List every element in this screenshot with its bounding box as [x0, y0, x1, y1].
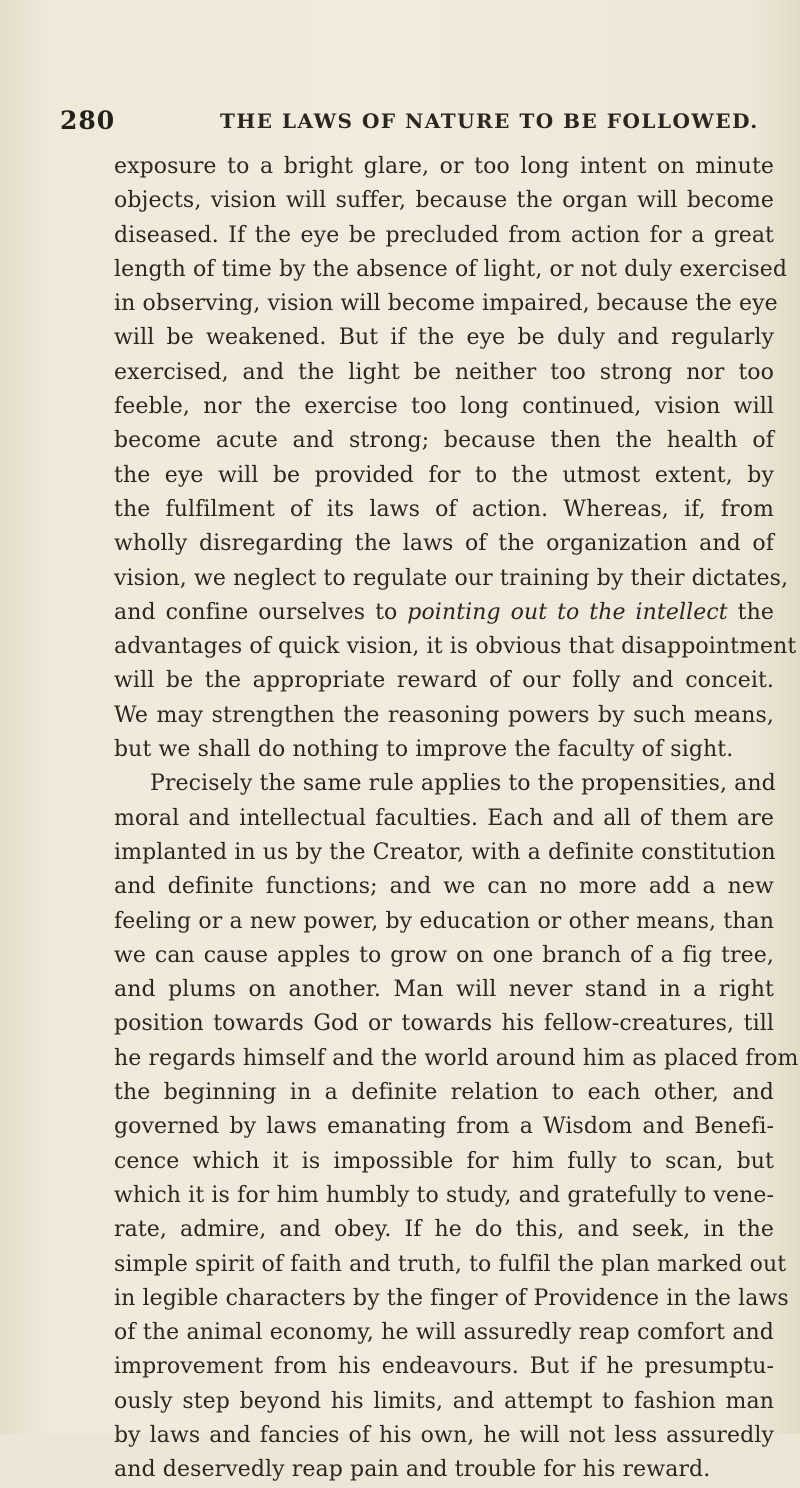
text-line	[114, 836, 774, 870]
text-segment: the	[727, 599, 774, 625]
text-segment: the fulfilment of its laws of action. Whereas, if, from	[114, 496, 774, 522]
text-line	[114, 973, 774, 1007]
text-line	[114, 870, 774, 904]
text-segment: ously step beyond his limits, and attempt to fashion man	[114, 1388, 774, 1414]
text-line	[114, 1453, 774, 1487]
text-segment: and confine ourselves to	[114, 599, 408, 625]
text-line	[114, 459, 774, 493]
body-text	[114, 150, 799, 1488]
text-line	[114, 527, 774, 561]
text-line	[114, 1145, 774, 1179]
text-line	[114, 596, 774, 630]
text-line	[114, 802, 774, 836]
text-segment: length of time by the absence of light, or not duly exercised	[114, 256, 788, 282]
text-segment: moral and intellectual faculties. Each and all of them are	[114, 805, 774, 831]
text-line	[114, 1076, 774, 1110]
text-segment: implanted in us by the Creator, with a definite constitution	[114, 839, 776, 865]
text-segment: the beginning in a definite relation to each other, and	[114, 1080, 774, 1106]
text-segment: Precisely the same rule applies to the propensities, and	[150, 771, 776, 797]
text-segment: we can cause apples to grow on one branch of a fig tree,	[114, 942, 774, 968]
text-segment: feeble, nor the exercise too long continued, vision will	[114, 394, 774, 420]
text-line	[114, 356, 774, 390]
text-line	[114, 1350, 774, 1384]
text-line	[114, 1042, 799, 1076]
text-line	[114, 1282, 789, 1316]
text-line	[114, 1110, 774, 1144]
text-segment: feeling or a new power, by education or other means, than	[114, 908, 774, 934]
text-segment: objects, vision will suffer, because the organ will become	[114, 188, 774, 214]
text-line	[114, 424, 774, 458]
text-segment: wholly disregarding the laws of the organization and of	[114, 531, 774, 557]
text-segment: rate, admire, and obey. If he do this, and seek, in the	[114, 1217, 774, 1243]
text-segment: improvement from his endeavours. But if he presumptu-	[114, 1354, 774, 1380]
text-line	[114, 767, 774, 801]
text-segment: vision, we neglect to regulate our training by their dictates,	[114, 565, 789, 591]
text-segment: and definite functions; and we can no more add a new	[114, 874, 774, 900]
text-line	[114, 1419, 774, 1453]
text-segment: exposure to a bright glare, or too long intent on minute	[114, 154, 774, 179]
text-segment: cence which it is impossible for him fully to scan, but	[114, 1148, 774, 1174]
text-line	[114, 664, 774, 698]
text-segment: which it is for him humbly to study, and gratefully to vene-	[114, 1182, 774, 1208]
text-segment: We may strengthen the reasoning powers by such means,	[114, 702, 774, 728]
text-line	[114, 390, 774, 424]
text-segment: position towards God or towards his fellow-creatures, till	[114, 1011, 774, 1037]
text-line	[114, 733, 774, 767]
text-line	[114, 905, 774, 939]
text-segment: the eye will be provided for to the utmost extent, by	[114, 462, 774, 488]
text-line	[114, 493, 774, 527]
italic-text: pointing out to the intellect	[407, 599, 728, 625]
text-segment: in observing, vision will become impaired, because the eye	[114, 291, 778, 317]
text-segment: will be weakened. But if the eye be duly and regularly	[114, 325, 774, 351]
text-segment: by laws and fancies of his own, he will not less assuredly	[114, 1422, 774, 1448]
text-line	[114, 1179, 774, 1213]
text-segment: but we shall do nothing to improve the faculty of sight.	[114, 737, 734, 763]
text-segment: advantages of quick vision, it is obvious that disappointment	[114, 634, 797, 660]
text-line	[114, 253, 788, 287]
text-segment: and deservedly reap pain and trouble for his reward.	[114, 1457, 711, 1483]
text-line	[114, 1316, 774, 1350]
text-segment: become acute and strong; because then the health of	[114, 428, 774, 454]
text-segment: simple spirit of faith and truth, to fulfil the plan marked out	[114, 1251, 787, 1277]
text-line	[114, 219, 774, 253]
page-number: 280	[60, 106, 116, 135]
text-segment: will be the appropriate reward of our folly and conceit.	[114, 668, 774, 694]
text-segment: in legible characters by the finger of Providence in the laws	[114, 1285, 789, 1311]
text-line	[114, 699, 774, 733]
running-head	[60, 106, 760, 146]
text-line	[114, 1385, 774, 1419]
text-segment: he regards himself and the world around him as placed from	[114, 1045, 799, 1071]
text-segment: governed by laws emanating from a Wisdom and Benefi-	[114, 1114, 774, 1140]
text-line	[114, 287, 778, 321]
text-line	[114, 150, 774, 184]
text-line	[114, 1007, 774, 1041]
text-line	[114, 562, 789, 596]
text-segment: and plums on another. Man will never stand in a right	[114, 977, 774, 1003]
running-head-title: THE LAWS OF NATURE TO BE FOLLOWED.	[220, 109, 759, 133]
text-line	[114, 630, 797, 664]
text-line	[114, 184, 774, 218]
text-line	[114, 321, 774, 355]
text-segment: exercised, and the light be neither too strong nor too	[114, 359, 774, 385]
text-line	[114, 1213, 774, 1247]
text-line	[114, 939, 774, 973]
text-line	[114, 1248, 787, 1282]
text-segment: of the animal economy, he will assuredly reap comfort and	[114, 1320, 774, 1346]
text-segment: diseased. If the eye be precluded from action for a great	[114, 222, 774, 248]
